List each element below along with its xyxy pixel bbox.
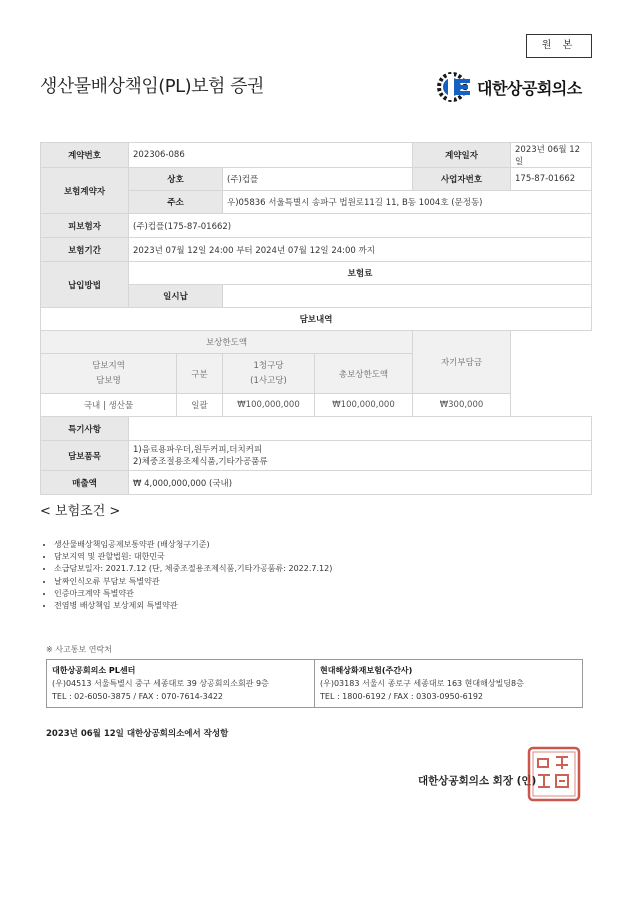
contract-date-label: 계약일자: [413, 143, 511, 168]
coverage-aggregate: ₩100,000,000: [315, 394, 413, 417]
list-item: • 생산물배상책임공제보통약관 (배상청구기준): [54, 539, 332, 551]
items-value: [129, 441, 592, 471]
blank-cell: [511, 331, 592, 417]
trade-name: (주)컵플: [223, 168, 413, 191]
contract-date: 2023년 06월 12일: [511, 143, 592, 168]
contact-right-phone: TEL : 1800-6192 / FAX : 0303-0950-6192: [320, 692, 484, 701]
address: 우)05836 서울특별시 송파구 법원로11길 11, B동 1004호 (문정동): [223, 191, 592, 214]
list-item: • 소급담보일자: 2021.7.12 (단, 체중조절용조제식품,기타가공품류: 2022.7.12): [54, 563, 332, 575]
address-label: 주소: [129, 191, 223, 214]
limit-header: 보상한도액: [41, 331, 413, 354]
contact-right-address: (우)03183 서울시 종로구 세종대로 163 현대해상빌딩8층: [320, 679, 524, 688]
items-line-2: 2)체중조절용조제식품,기타가공품류: [133, 456, 268, 467]
contact-right-name: 현대해상화재보험(주간사): [320, 666, 413, 675]
sales-label: 매출액: [41, 471, 129, 495]
list-item: • 전염병 배상책임 보상제외 특별약관: [54, 600, 332, 612]
coverage-per-claim: ₩100,000,000: [223, 394, 315, 417]
policy-table: [40, 142, 592, 495]
coverage-deductible: ₩300,000: [413, 394, 511, 417]
coverage-section-label: 담보내역: [41, 308, 592, 331]
contact-left-address: (우)04513 서울특별시 중구 세종대로 39 상공회의소회관 9층: [52, 679, 269, 688]
signer-name: 대한상공회의소 회장 (인): [418, 775, 537, 787]
contact-left: [47, 660, 315, 708]
per-claim-sub: (1사고당): [250, 375, 287, 386]
special-label: 특기사항: [41, 417, 129, 441]
per-claim-header: [223, 354, 315, 394]
kcci-gear-icon: [437, 70, 473, 104]
region-header: 담보지역: [92, 360, 125, 371]
issue-date-line: 2023년 06월 12일 대한상공회의소에서 작성함: [46, 729, 229, 739]
contact-left-phone: TEL : 02-6050-3875 / FAX : 070-7614-3422: [52, 692, 223, 701]
coverage-region-name: 국내 | 생산물: [41, 394, 177, 417]
page-title: 생산물배상책임(PL)보험 증권: [40, 76, 264, 97]
biz-no-label: 사업자번호: [413, 168, 511, 191]
type-header: 구분: [177, 354, 223, 394]
official-seal-icon: [526, 745, 582, 803]
payment-method: 일시납: [129, 285, 223, 308]
period-value: 2023년 07월 12일 24:00 부터 2024년 07월 12일 24:00 까지: [129, 238, 592, 262]
premium-label: 보험료: [129, 262, 592, 285]
name-header: 담보명: [96, 375, 121, 386]
contact-left-name: 대한상공회의소 PL센터: [52, 666, 136, 675]
conditions-list: [40, 539, 332, 612]
biz-no: 175-87-01662: [511, 168, 592, 191]
contact-right: [315, 660, 583, 708]
sales-value: ₩ 4,000,000,000 (국내): [129, 471, 592, 495]
coverage-type: 일괄: [177, 394, 223, 417]
insured-value: (주)컵플(175-87-01662): [129, 214, 592, 238]
original-badge: 원 본: [526, 34, 592, 58]
insured-label: 피보험자: [41, 214, 129, 238]
per-claim-title: 1청구당: [253, 360, 284, 371]
special-value: [129, 417, 592, 441]
contract-number: 202306-086: [129, 143, 413, 168]
contract-number-label: 계약번호: [41, 143, 129, 168]
contact-notice: ※ 사고통보 연락처: [46, 645, 112, 654]
aggregate-header: 총보상한도액: [315, 354, 413, 394]
list-item: • 날짜인식오류 부담보 특별약관: [54, 576, 332, 588]
logo-text: 대한상공회의소: [477, 78, 582, 98]
contact-table: [46, 659, 583, 708]
trade-name-label: 상호: [129, 168, 223, 191]
region-name-header: [41, 354, 177, 394]
period-label: 보험기간: [41, 238, 129, 262]
conditions-title: < 보험조건 >: [40, 504, 121, 519]
premium-value: [223, 285, 592, 308]
payment-label: 납입방법: [41, 262, 129, 308]
contractor-label: 보험계약자: [41, 168, 129, 214]
items-line-1: 1)음료용파우더,원두커피,더치커피: [133, 444, 263, 455]
list-item: • 인증마크계약 특별약관: [54, 588, 332, 600]
kcci-logo: [437, 70, 582, 104]
deductible-header: 자기부담금: [413, 331, 511, 394]
list-item: • 담보지역 및 관할법원: 대한민국: [54, 551, 332, 563]
items-label: 담보품목: [41, 441, 129, 471]
